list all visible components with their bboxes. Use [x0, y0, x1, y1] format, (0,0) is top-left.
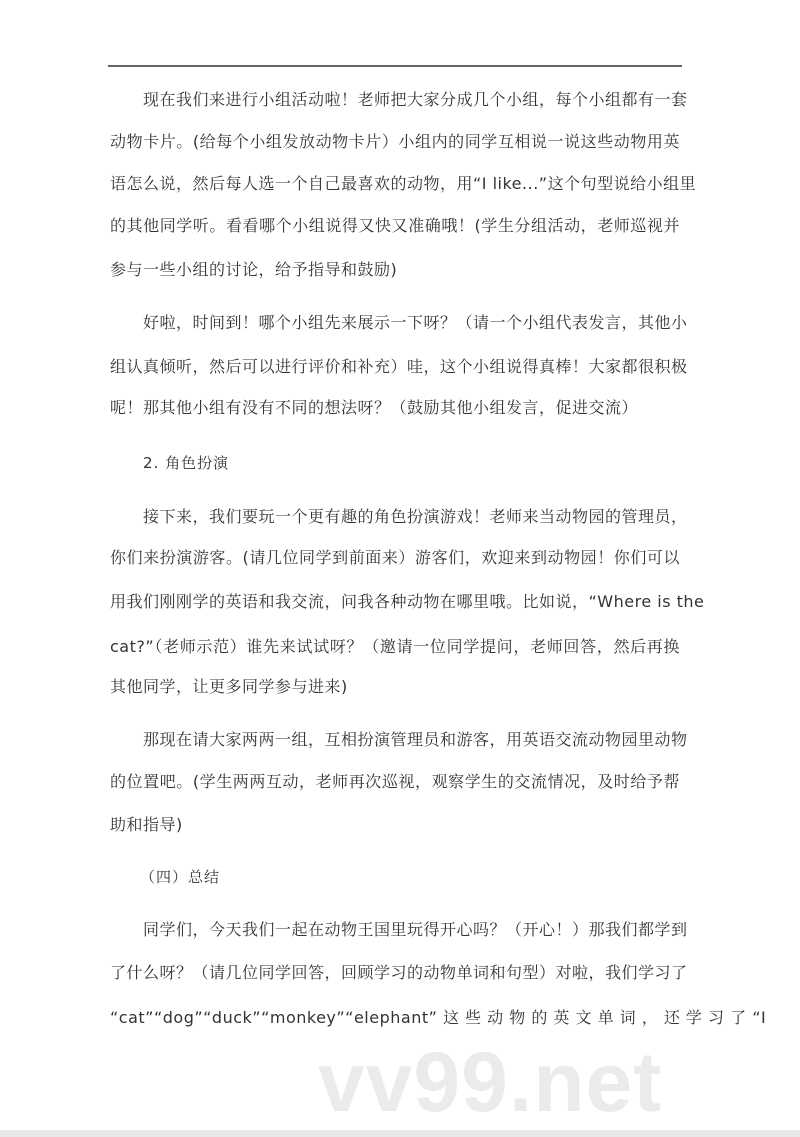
page-bottom-edge: [0, 1130, 800, 1137]
header-rule: [108, 65, 682, 67]
paragraph-line: 组认真倾听，然后可以进行评价和补充）哇，这个小组说得真棒！大家都很积极: [110, 357, 688, 376]
paragraph-line: 用我们刚刚学的英语和我交流，问我各种动物在哪里哦。比如说，“Where is the: [110, 592, 705, 611]
paragraph-line: 好啦，时间到！哪个小组先来展示一下呀？（请一个小组代表发言，其他小: [143, 313, 688, 332]
paragraph-line: 的其他同学听。看看哪个小组说得又快又准确哦！(学生分组活动，老师巡视并: [110, 216, 680, 235]
paragraph-line: 动物卡片。(给每个小组发放动物卡片）小组内的同学互相说一说这些动物用英: [110, 132, 680, 151]
paragraph-line: 其他同学，让更多同学参与进来): [110, 677, 348, 696]
paragraph-line: cat?”（老师示范）谁先来试试呀？（邀请一位同学提问，老师回答，然后再换: [110, 637, 680, 656]
paragraph-line: 助和指导): [110, 815, 183, 834]
paragraph-line: 现在我们来进行小组活动啦！老师把大家分成几个小组，每个小组都有一套: [143, 90, 688, 109]
section-heading: （四）总结: [140, 868, 221, 886]
paragraph-line: 同学们，今天我们一起在动物王国里玩得开心吗？（开心！）那我们都学到: [143, 920, 688, 939]
paragraph-line: “cat”“dog”“duck”“monkey”“elephant” 这 些 动 物 的 英 文 单 词 ， 还 学 习 了 “I: [110, 1008, 767, 1027]
paragraph-line: 呢！那其他小组有没有不同的想法呀？（鼓励其他小组发言，促进交流）: [110, 398, 639, 417]
paragraph-line: 语怎么说，然后每人选一个自己最喜欢的动物，用“I like...”这个句型说给小组里: [110, 174, 697, 193]
section-heading: 2. 角色扮演: [143, 454, 230, 472]
paragraph-line: 的位置吧。(学生两两互动，老师再次巡视，观察学生的交流情况，及时给予帮: [110, 772, 680, 791]
paragraph-line: 接下来，我们要玩一个更有趣的角色扮演游戏！老师来当动物园的管理员，: [143, 507, 688, 526]
watermark: vv99.net: [318, 1035, 663, 1129]
paragraph-line: 那现在请大家两两一组，互相扮演管理员和游客，用英语交流动物园里动物: [143, 730, 688, 749]
paragraph-line: 你们来扮演游客。(请几位同学到前面来）游客们，欢迎来到动物园！你们可以: [110, 548, 680, 567]
paragraph-line: 参与一些小组的讨论，给予指导和鼓励): [110, 260, 398, 279]
paragraph-line: 了什么呀？（请几位同学回答，回顾学习的动物单词和句型）对啦，我们学习了: [110, 963, 688, 982]
